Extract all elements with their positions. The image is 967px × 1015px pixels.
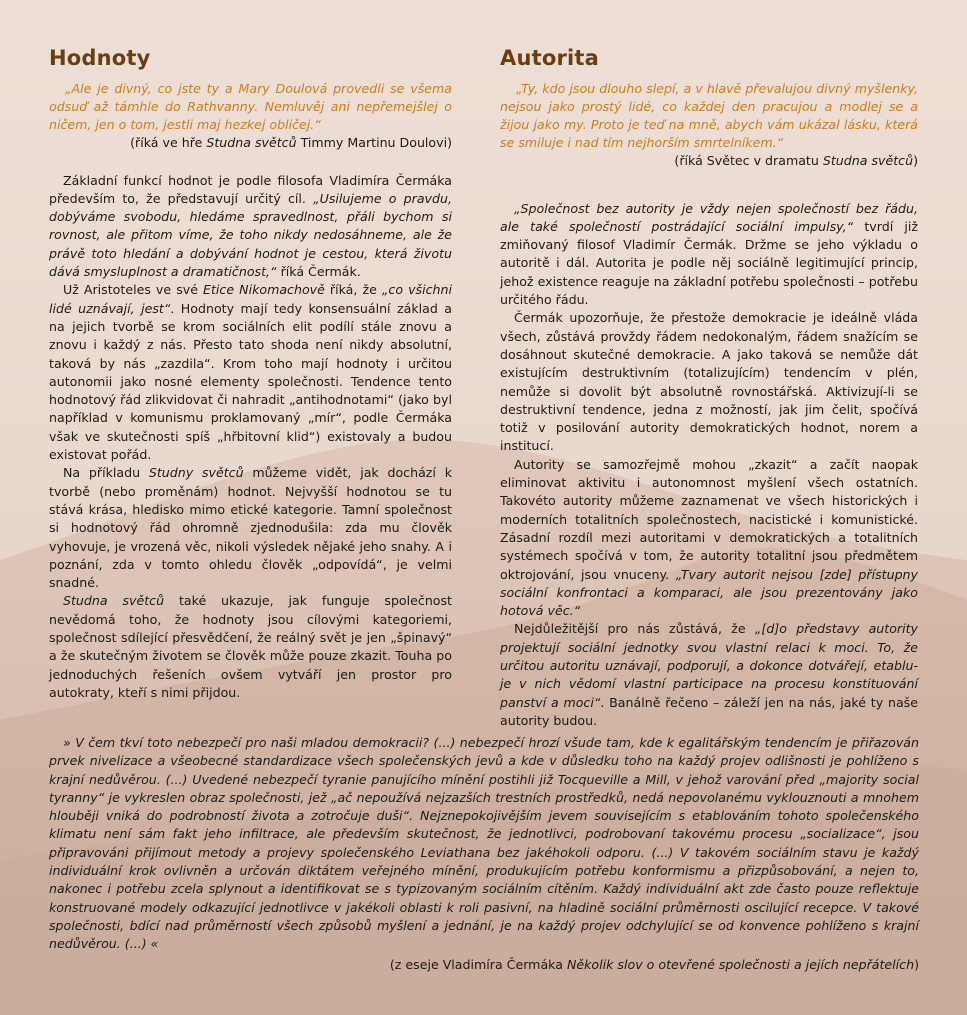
values-column xyxy=(49,42,452,702)
values-heading: Hodnoty xyxy=(49,46,151,70)
authority-body xyxy=(500,200,918,731)
authority-motto: „Ty, kdo jsou dlouho slepí, a v hlavě převalujou divný myšlenky, nejsou jako prostý lidé, co každej den pracujou a modlej se a žijou jako my. Proto je teď na mně, abych vám ukázal lásku, která se smiluje i nad tím nejhorším smrtelníkem.“ xyxy=(500,80,918,150)
authority-attribution: (říká Světec v dramatu Studna světců) xyxy=(674,152,918,168)
authority-heading: Autorita xyxy=(500,46,600,70)
values-motto: „Ale je divný, co jste ty a Mary Doulová provedli se všema odsuď až támhle do Rathvanny. Nemluvěj ani nepřemejšlej o ničem, jen o tom, jestli maj hezkej obličej.“ xyxy=(49,80,452,132)
essay-quote-block xyxy=(49,734,919,974)
authority-column xyxy=(500,42,918,730)
values-paragraph-1: Základní funkcí hodnot je podle filosofa Vladimíra Čermáka především to, že představují určitý cíl. „Usilujeme o pravdu, dobýváme svobodu, hledáme spravedlnost, přáli bychom si rovnost, ale přitom víme, že toho nikdy nedosáhneme, ale že právě toto hledání a dobývání hodnot je cestou, která životu dává smysluplnost a dramatičnost,“ říká Čermák. xyxy=(49,172,452,280)
values-paragraph-2: Už Aristoteles ve své Etice Nikomachově říká, že „co všichni lidé uznávají, jest“. Hodnoty mají tedy konsensuální základ a na jejich tvorbě se krom sociálních elit podílí stále znovu a znovu i každý z nás. Přesto tato shoda není nikdy absolutní, taková by nás „zazdila“. Krom toho mají hodnoty i určitou autonomii jako nosné elementy společnosti. Tendence tento hodnotový řád zlikvidovat či nahradit „antihodnotami“ (jako byl například v komunismu proklamovaný „mír“, podle Čermáka však ve skutečnosti spíš „hřbitovní klid“) existovaly a budou existovat pořád. xyxy=(49,282,453,463)
authority-paragraph-2: Čermák upozorňuje, že přestože demokracie je ideálně vláda všech, zůstává provždy řádem nedokonalým, řádem snažícím se dosáhnout skutečné demokracie. A jako taková se nemůže dát existujícím destruktivním (totalizujícím) tendencím v plén, nemůže si dovolit být absolutně rovnostářská. Aktivizují-li se destruktivní tendence, jedna z možností, jak jim čelit, spočívá totiž v posilování autority demokratických hodnot, norem a institucí. xyxy=(500,310,918,454)
values-attribution: (říká ve hře Studna světců Timmy Martinu Doulovi) xyxy=(130,134,452,150)
essay-source: (z eseje Vladimíra Čermáka Několik slov o otevřené společnosti a jejích nepřátelích) xyxy=(389,956,919,972)
values-paragraph-3: Na příkladu Studny světců můžeme vidět, jak dochází k tvorbě (nebo proměnám) hodnot. Nejvyšší hodnotou se tu stává krása, hledisko mimo etické kategorie. Tamní společnost si hodnotový řád ohromně zjednodušila: zda mu člověk vyhovuje, je vrozená věc, nikoli výsledek nějaké jeho snahy. A i poznání, zda v tomto ohledu člověk „odpovídá“, je velmi snadné. xyxy=(49,465,452,591)
authority-paragraph-3: Autority se samozřejmě mohou „zkazit“ a začít naopak eliminovat aktivitu i autonomnost myšlení všech ostatních. Takovéto autority můžeme zaznamenat ve všech historických i moderních totalitních společnostech, nacistické i komunistické. Zásadní rozdíl mezi autoritami v demokratických a totalitních systémech spočívá v tom, že autority totalitní jsou předmětem oktrojování, jsou vnuceny. „Tvary autorit nejsou [zde] přístupny sociální konfrontaci a komparaci, ale jsou prezentovány jako hotová věc.“ xyxy=(500,456,918,619)
authority-paragraph-4: Nejdůležitější pro nás zůstává, že „[d]o představy autority projektují sociální jednotky svou vlastní relaci k moci. To, že určitou autoritu uznávají, podporují, a dokonce dotvářejí, etablu-je v nich vědomí vlastní participace na procesu konstituování panství a moci“. Banálně řečeno – záleží jen na nás, jaké ty naše autority budou. xyxy=(500,621,918,728)
authority-paragraph-1: „Společnost bez autority je vždy nejen společností bez řádu, ale také společností postrádající sociální impulsy,“ tvrdí již zmiňovaný filosof Vladimír Čermák. Držme se jeho výkladu o autoritě i dál. Autorita je podle něj sociálně legitimující princip, jehož existence reaguje na základní potřebu společnosti – potřebu určitého řádu. xyxy=(500,200,918,308)
values-paragraph-4: Studna světců také ukazuje, jak funguje společnost nevědomá toho, že hodnoty jsou cílovými kategoriemi, společnost sdílející přesvědčení, že reálný svět je jen „špinavý“ a že skutečným životem se člověk může pouze zkazit. Touha po jednoduchých řešeních ovšem vytváří jen prostor pro autokraty, kteří s nimi přijdou. xyxy=(49,593,452,700)
values-body xyxy=(49,172,452,703)
essay-quote: » V čem tkví toto nebezpečí pro naši mladou demokracii? (...) nebezpečí hrozí všude tam, kde k egalitářským tendencím je přiřazován prvek nivelizace a všeobecné standardizace všech společenských jevů a kde v důsledku toho na každý projev odlišnosti je pohlíženo s krajní nedůvěrou. (...) Uvedené nebezpečí tyranie panujícího mínění postihli již Tocqueville a Mill, v jehož varování před „majority social tyranny“ je vykreslen obraz společnosti, jež „ač nepoužívá nejzazších trestních prostředků, nedá nepovolanému vyklouznouti a mnohem hlouběji vniká do podrobností života a zotročuje duši“. Nejznepokojivějším jevem souvisejícím s etablováním tohoto společenského klimatu není sám fakt jeho infiltrace, ale především skutečnost, že jednotlivci, podrobovaní takovému procesu „socializace“, jsou připravováni přijímout metody a projevy společenského Leviathana bez jakéhokoli odporu. (...) V takovém sociálním stavu je každý individuální krok ovlivněn a určován diktátem veřejného mínění, produkujícím potřebu konformismu a přizpůsobování, a nejen to, nakonec i potřebu zcela splynout a identifikovat se s typizovaným sociálním cítěním. Každý individuální akt zde často pouze reflektuje konstruované modely odkazující jednotlivce v jakékoli oblasti k roli pasivní, na hladině sociální průměrnosti oscilující recepce. V takové společnosti, bdící nad průměrností všech způsobů myšlení a jednání, je na každý projev odchylující se od konvence pohlíženo s krajní nedůvěrou. (...) « xyxy=(49,735,919,952)
